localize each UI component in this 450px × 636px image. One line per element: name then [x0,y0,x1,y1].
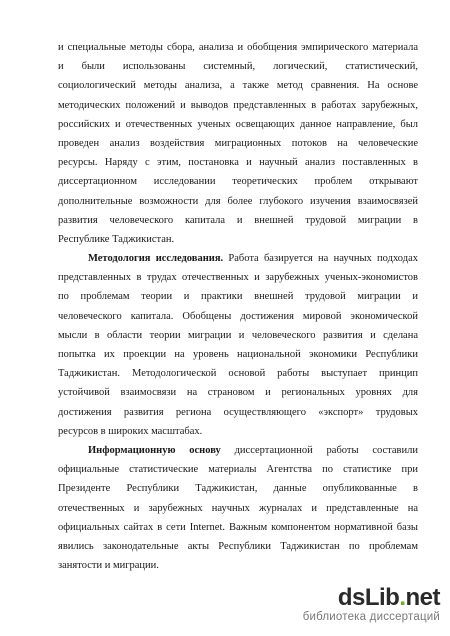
paragraph-methods-continuation [58,38,418,249]
text-line: диссертационном исследовании теоретических проблем открывают [58,176,418,188]
text-line: официальные статистические материалы Агентства по статистике при [58,464,418,476]
information-base-heading: Информационную основу [88,444,221,456]
text-line [58,249,418,268]
dslib-watermark[interactable] [290,586,440,624]
paragraph-methodology [58,249,418,441]
logo-dot: . [399,584,406,611]
text-line: занятости и миграции. [58,560,159,572]
text-line: по проблемам теории и практики внешней трудовой миграции и [58,291,418,303]
methodology-heading: Методология исследования. [88,253,224,265]
text-line: социологический методы анализа, а также метод сравнения. На основе [58,80,418,92]
text-line: методических положений и выводов представленных в работах зарубежных, [58,99,418,111]
text-line: устойчивой взаимосвязи на страновом и региональных уровнях для [58,387,418,399]
dslib-subtitle: библиотека диссертаций [302,611,440,623]
text-span: диссертационной работы составили [220,444,418,456]
text-line: развития человеческого капитала и внешней трудовой миграции в [58,214,418,226]
paragraph-information-base [58,441,418,575]
text-line: достижения развития региона осуществляющего «экспорт» трудовых [58,406,418,418]
text-line: российских и отечественных ученых освещающих данное направление, был [58,118,418,130]
text-line: дополнительные возможности для более глубокого изучения взаимосвязей [58,195,418,207]
logo-main: dsLib [337,584,400,611]
text-line: Таджикистан. Методологической основой работы выступает принцип [58,368,418,380]
document-page [58,38,418,575]
logo-tld: net [405,584,440,611]
text-line: официальных сайтах в сети Internet. Важным компонентом нормативной базы [58,521,418,533]
text-line: мысли в области теории миграции и человеческого развития и сделана [58,329,418,341]
text-line: человеческого капитала. Обобщены достижения мировой экономической [58,310,418,322]
text-line: Республике Таджикистан. [58,233,175,245]
text-line: Президенте Республики Таджикистан, данные опубликованные в [58,483,418,495]
text-line: и были использованы системный, логический, статистический, [58,61,418,73]
text-line: представленных в трудах отечественных и зарубежных ученых-экономистов [58,272,418,284]
text-line: явились законодательные акты Республики Таджикистан по проблемам [58,540,418,552]
text-line: и специальные методы сбора, анализа и обобщения эмпирического материала [58,42,418,53]
text-line [58,441,418,460]
text-line: ресурсы. Наряду с этим, постановка и научный анализ поставленных в [58,157,418,169]
text-line: ресурсов в широких масштабах. [58,425,203,437]
text-line: проведен анализ воздействия миграционных потоков на человеческие [58,137,418,149]
dslib-logo [290,586,440,610]
text-line: попытка их проекции на уровень национальной экономики Республики [58,349,418,360]
text-line: отечественных и зарубежных научных журналах и представленные на [58,502,418,514]
text-span: Работа базируется на научных подходах [223,253,418,265]
